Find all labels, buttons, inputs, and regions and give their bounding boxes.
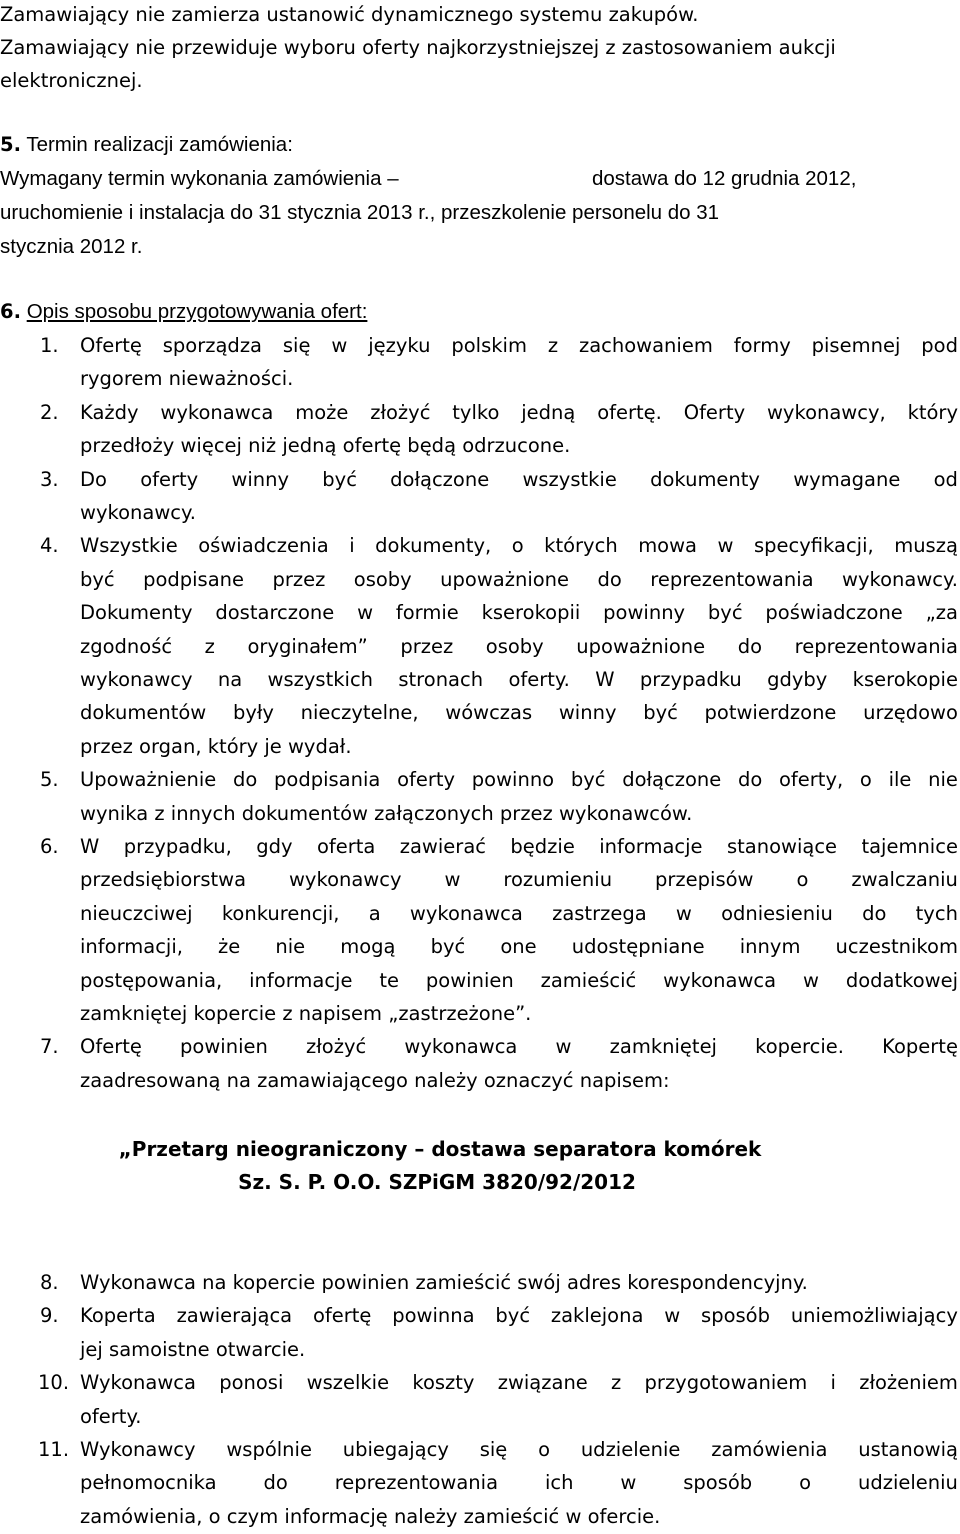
- list-item-line: zgodność z oryginałem” przez osoby upoważnione do reprezentowania: [80, 634, 958, 658]
- list-item-number: 6.: [40, 835, 59, 858]
- list-item-line: pełnomocnika do reprezentowania ich w sposób o udzieleniu: [80, 1471, 958, 1495]
- list-item-number: 1.: [40, 334, 59, 357]
- list-item-number: 4.: [40, 534, 59, 558]
- section-5-line-1: [0, 162, 960, 196]
- list-item-line: zamówienia, o czym informację należy zamieścić w ofercie.: [80, 1504, 661, 1528]
- list-item-line: przedsiębiorstwa wykonawcy w rozumieniu przepisów o zwalczaniu: [80, 868, 958, 892]
- envelope-label-line-1: „Przetarg nieograniczony – dostawa separatora komórek: [118, 1137, 762, 1161]
- list-item-line: Ofertę powinien złożyć wykonawca w zamkniętej kopercie. Kopertę: [80, 1035, 958, 1059]
- list-item-line: Wykonawca na kopercie powinien zamieścić swój adres korespondencyjny.: [80, 1271, 808, 1294]
- list-item-line: W przypadku, gdy oferta zawierać będzie informacje stanowiące tajemnice: [80, 835, 958, 858]
- list-item-number: 8.: [40, 1271, 59, 1294]
- section-6-heading: [0, 295, 960, 329]
- list-item-line: Każdy wykonawca może złożyć tylko jedną ofertę. Oferty wykonawcy, który: [80, 400, 958, 424]
- section-5-title: Termin realizacji zamówienia:: [26, 133, 293, 156]
- list-item-line: Wszystkie oświadczenia i dokumenty, o których mowa w specyfikacji, muszą: [80, 534, 958, 558]
- list-item-number: 7.: [40, 1035, 59, 1059]
- list-item-line: rygorem nieważności.: [80, 367, 294, 391]
- list-item-line: przez organ, który je wydał.: [80, 734, 352, 758]
- list-item-line: być podpisane przez osoby upoważnione do reprezentowania wykonawcy.: [80, 567, 958, 591]
- list-item-line: Do oferty winny być dołączone wszystkie dokumenty wymagane od: [80, 467, 958, 491]
- list-item-line: wykonawcy.: [80, 501, 196, 524]
- list-item-line: przedłoży więcej niż jedną ofertę będą odrzucone.: [80, 434, 571, 458]
- section-6-title: Opis sposobu przygotowywania ofert:: [26, 300, 368, 323]
- list-item-line: dokumentów były nieczytelne, wówczas winny być potwierdzone urzędowo: [80, 701, 958, 725]
- intro-line-3: elektronicznej.: [0, 69, 143, 92]
- list-item-line: Upoważnienie do podpisania oferty powinno być dołączone do oferty, o ile nie: [80, 768, 958, 792]
- section-6-number: 6.: [0, 300, 21, 323]
- list-item-line: oferty.: [80, 1404, 142, 1428]
- list-item-number: 3.: [40, 467, 59, 491]
- envelope-label-line-2: Sz. S. P. O.O. SZPiGM 3820/92/2012: [238, 1170, 636, 1194]
- list-item-number: 11.: [38, 1438, 70, 1461]
- list-item-line: Dokumenty dostarczone w formie kserokopii powinny być poświadczone „za: [80, 601, 958, 625]
- list-item-number: 9.: [40, 1304, 59, 1328]
- list-item-line: zamkniętej kopercie z napisem „zastrzeżone”.: [80, 1002, 532, 1025]
- section-5-line-3: stycznia 2012 r.: [0, 235, 143, 258]
- list-item-line: informacji, że nie mogą być one udostępniane innym uczestnikom: [80, 935, 958, 959]
- list-item-line: wynika z innych dokumentów załączonych przez wykonawców.: [80, 801, 693, 825]
- list-item-number: 10.: [38, 1371, 70, 1395]
- section-5-heading: [0, 128, 960, 162]
- list-item-line: nieuczciwej konkurencji, a wykonawca zastrzega w odniesieniu do tych: [80, 901, 958, 925]
- list-item-number: 5.: [40, 768, 59, 792]
- section-5-line-1b: dostawa do 12 grudnia 2012,: [592, 167, 857, 190]
- section-5-number: 5.: [0, 133, 21, 156]
- section-5-line-2: uruchomienie i instalacja do 31 stycznia 2013 r., przeszkolenie personelu do 31: [0, 201, 720, 224]
- list-item-line: wykonawcy na wszystkich stronach oferty. W przypadku gdyby kserokopie: [80, 668, 958, 691]
- list-item-line: Wykonawca ponosi wszelkie koszty związane z przygotowaniem i złożeniem: [80, 1371, 958, 1395]
- section-5-line-1a: Wymagany termin wykonania zamówienia –: [0, 167, 399, 190]
- list-item-line: Wykonawcy wspólnie ubiegający się o udzielenie zamówienia ustanowią: [80, 1438, 958, 1461]
- intro-line-2: Zamawiający nie przewiduje wyboru oferty najkorzystniejszej z zastosowaniem aukcji: [0, 36, 836, 59]
- list-item-line: Ofertę sporządza się w języku polskim z zachowaniem formy pisemnej pod: [80, 334, 958, 357]
- list-item-line: postępowania, informacje te powinien zamieścić wykonawca w dodatkowej: [80, 968, 958, 992]
- list-item-line: jej samoistne otwarcie.: [80, 1337, 306, 1361]
- list-item-line: Koperta zawierająca ofertę powinna być zaklejona w sposób uniemożliwiający: [80, 1304, 958, 1328]
- list-item-number: 2.: [40, 400, 59, 424]
- list-item-line: zaadresowaną na zamawiającego należy oznaczyć napisem:: [80, 1068, 670, 1092]
- intro-line-1: Zamawiający nie zamierza ustanowić dynamicznego systemu zakupów.: [0, 3, 699, 26]
